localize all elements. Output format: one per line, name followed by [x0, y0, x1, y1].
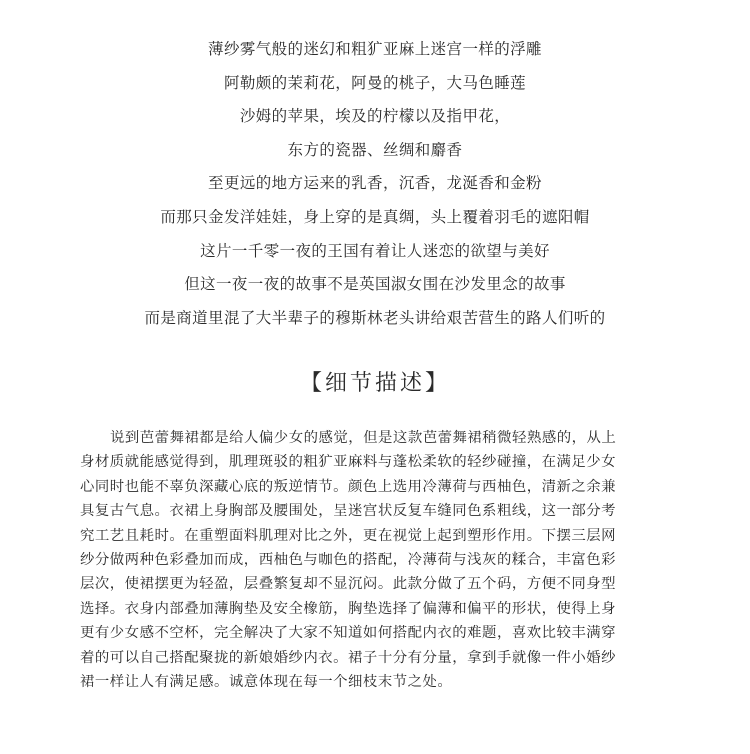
description-line: 选择。衣身内部叠加薄胸垫及安全橡筋，胸垫选择了偏薄和偏平的形状，使得上身	[80, 600, 617, 617]
description-line: 层次，使裙摆更为轻盈，层叠繁复却不显沉闷。此款分做了五个码，方便不同身型	[80, 576, 617, 593]
description-line: 心同时也能不辜负深藏心底的叛逆情节。颜色上选用冷薄荷与西柚色，清新之余兼	[80, 478, 617, 495]
description-line: 着的可以自己搭配聚拢的新娘婚纱内衣。裙子十分有分量，拿到手就像一件小婚纱	[80, 649, 617, 666]
description-line: 说到芭蕾舞裙都是给人偏少女的感觉，但是这款芭蕾舞裙稍微轻熟感的，从上	[110, 430, 617, 446]
poem-line: 而那只金发洋娃娃，身上穿的是真绸，头上覆着羽毛的遮阳帽	[160, 207, 590, 226]
poem-line: 薄纱雾气般的迷幻和粗犷亚麻上迷宫一样的浮雕	[208, 40, 542, 58]
description-line: 纱分做两种色彩叠加而成，西柚色与咖色的搭配，冷薄荷与浅灰的糅合，丰富色彩	[80, 551, 617, 568]
description-paragraph	[80, 426, 672, 694]
description-line: 究工艺且耗时。在重塑面料肌理对比之外，更在视觉上起到塑形作用。下摆三层网	[80, 527, 617, 544]
description-line: 裙一样让人有满足感。诚意体现在每一个细枝末节之处。	[80, 673, 453, 690]
poem-line: 东方的瓷器、丝绸和麝香	[287, 140, 463, 159]
description-line: 身材质就能感觉得到，肌理斑驳的粗犷亚麻料与蓬松柔软的轻纱碰撞，在满足少女	[80, 454, 617, 471]
poem-line: 阿勒颇的茉莉花，阿曼的桃子，大马色睡莲	[223, 73, 527, 92]
poem-line: 至更远的地方运来的乳香，沉香，龙涎香和金粉	[208, 174, 542, 193]
poem-line: 而是商道里混了大半辈子的穆斯林老头讲给艰苦营生的路人们听的	[144, 308, 606, 327]
description-line: 具复古气息。衣裙上身胸部及腰围处，呈迷宫状反复车缝同色系粗线，这一部分考	[80, 503, 617, 520]
description-line: 更有少女感不空杯，完全解决了大家不知道如何搭配内衣的难题，喜欢比较丰满穿	[80, 625, 617, 642]
poem-block	[0, 33, 750, 335]
poem-line: 但这一夜一夜的故事不是英国淑女围在沙发里念的故事	[184, 275, 566, 294]
poem-line: 这片一千零一夜的王国有着让人迷恋的欲望与美好	[200, 241, 550, 260]
poem-line: 沙姆的苹果，埃及的柠檬以及指甲花，	[239, 107, 511, 126]
section-heading: 【细节描述】	[299, 371, 450, 396]
